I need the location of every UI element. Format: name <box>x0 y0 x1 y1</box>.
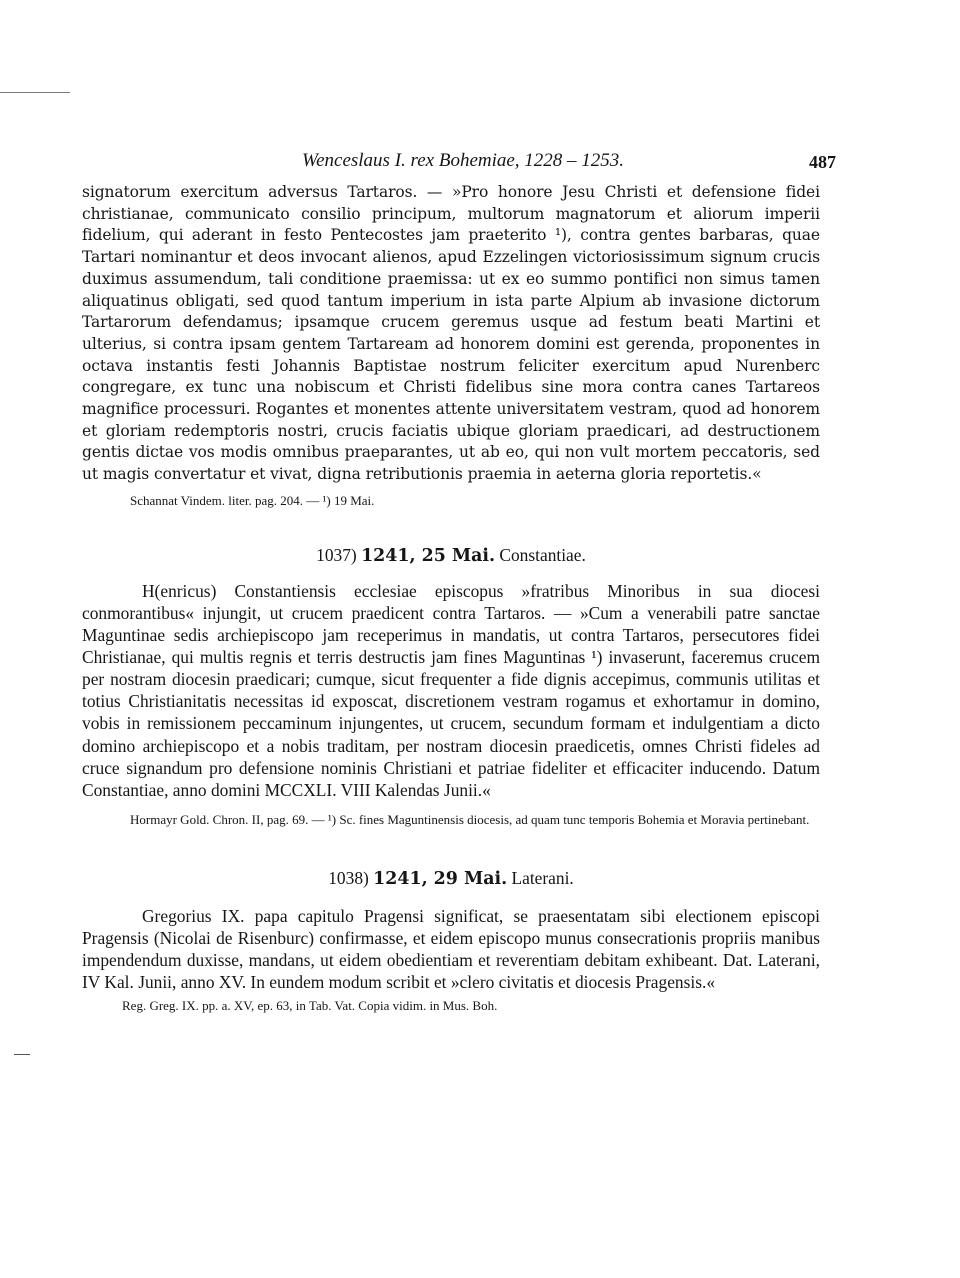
document-date: 1241, 29 Mai. <box>373 868 508 889</box>
document-place: Laterani. <box>511 867 574 888</box>
document-date: 1241, 25 Mai. <box>361 545 496 566</box>
document-number: 1037) <box>316 544 357 565</box>
document-source-note: Schannat Vindem. liter. pag. 204. — ¹) 19 Mai. <box>130 492 375 508</box>
book-page <box>82 150 836 1014</box>
document-text-continued: signatorum exercitum adversus Tartaros. — »Pro honore Jesu Christi et defensione fidei christianae, communicato consilio principum, multorum magnatorum et aliorum imperii fidelium, qui aderant in festo Pentecostes jam praeterito ¹), contra gentes barbaras, quae Tartari nominantur et deos invocant alienos, apud Ezzelingen victoriosissimum signum crucis duximus assumendum, tali conditione praemissa: ut ex eo summo pontifici non simus tamen aliquatinus obligati, sed quod tantum imperium in ista parte Alpium ab invasione dictorum Tartarorum defendamus; ipsamque crucem geremus usque ad festum beati Martini et ulterius, si contra ipsam gentem Tartaream ad honorem domini est gerenda, proponentes in octava instantis festi Johannis Baptistae nostrum feliciter exercitum apud Nurenberc congregare, ex tunc una nobiscum et Christi fidelibus sine mora contra canes Tartareos magnifice processuri. Rogantes et monentes attente universitatem vestram, quod ad honorem et gloriam redemptoris nostri, crucis faciatis ubique gloriam praedicari, ad destructionem gentis dictae vos modis omnibus praeparantes, ut ab eo, qui non vult mortem peccatoris, sed ut magis convertatur et vivat, digna retributionis praemia in aeterna gloria reportetis.« <box>82 183 820 484</box>
page-number: 487 <box>809 152 836 172</box>
page-header <box>82 150 836 176</box>
document-number: 1038) <box>328 867 369 888</box>
document-heading-1037 <box>82 545 820 566</box>
document-text-1038: Gregorius IX. papa capitulo Pragensi significat, se praesentatam sibi electionem episcopi Pragensis (Nicolai de Risenburc) confirmasse, et eidem episcopo munus consecrationis propriis manibus impendendum duxisse, mandans, ut eidem obedientiam et reverentiam debitam exhibeant. Dat. Laterani, IV Kal. Junii, anno XV. In eundem modum scribit et »clero civitatis et diocesis Pragensis.« <box>82 905 820 993</box>
document-place: Constantiae. <box>499 544 586 565</box>
corner-rule <box>0 92 70 93</box>
document-text-1037: H(enricus) Constantiensis ecclesiae episcopus »fratribus Minoribus in sua diocesi conmorantibus« injungit, ut crucem praedicent contra Tartaros. — »Cum a venerabili patre sanctae Maguntinae sedis archiepiscopo jam receperimus in mandatis, ut contra Tartaros, persecutores fidei Christianae, qui multis regnis et terris destructis jam fines Maguntinas ¹) invaserunt, faceremus crucem per nostram diocesin praedicari; cumque, sicut frequenter a fide dignis accepimus, communis utilitas et totius Christianitatis necessitas id exposcat, discretionem vestram rogamus et exhortamur in domino, vobis in remissionem peccaminum injungentes, ut crucem, secundum formam et indulgentiam a dicto domino archiepiscopo et a nobis traditam, per nostram diocesin praedicetis, omnes Christi fideles ad cruce signandum pro defensione nominis Christiani et patriae fideliter et efficaciter inducendo. Datum Constantiae, anno domini MCCXLI. VIII Kalendas Junii.« <box>82 580 820 800</box>
running-head: Wenceslaus I. rex Bohemiae, 1228 – 1253. <box>302 150 625 171</box>
document-heading-1038 <box>82 868 820 889</box>
document-source-note-1038: Reg. Greg. IX. pp. a. XV, ep. 63, in Tab. Vat. Copia vidim. in Mus. Boh. <box>122 998 498 1014</box>
margin-mark <box>14 1054 30 1055</box>
document-source-note-1037: Hormayr Gold. Chron. II, pag. 69. — ¹) Sc. fines Maguntinensis diocesis, ad quam tunc temporis Bohemia et Moravia pertinebant. <box>130 811 810 827</box>
